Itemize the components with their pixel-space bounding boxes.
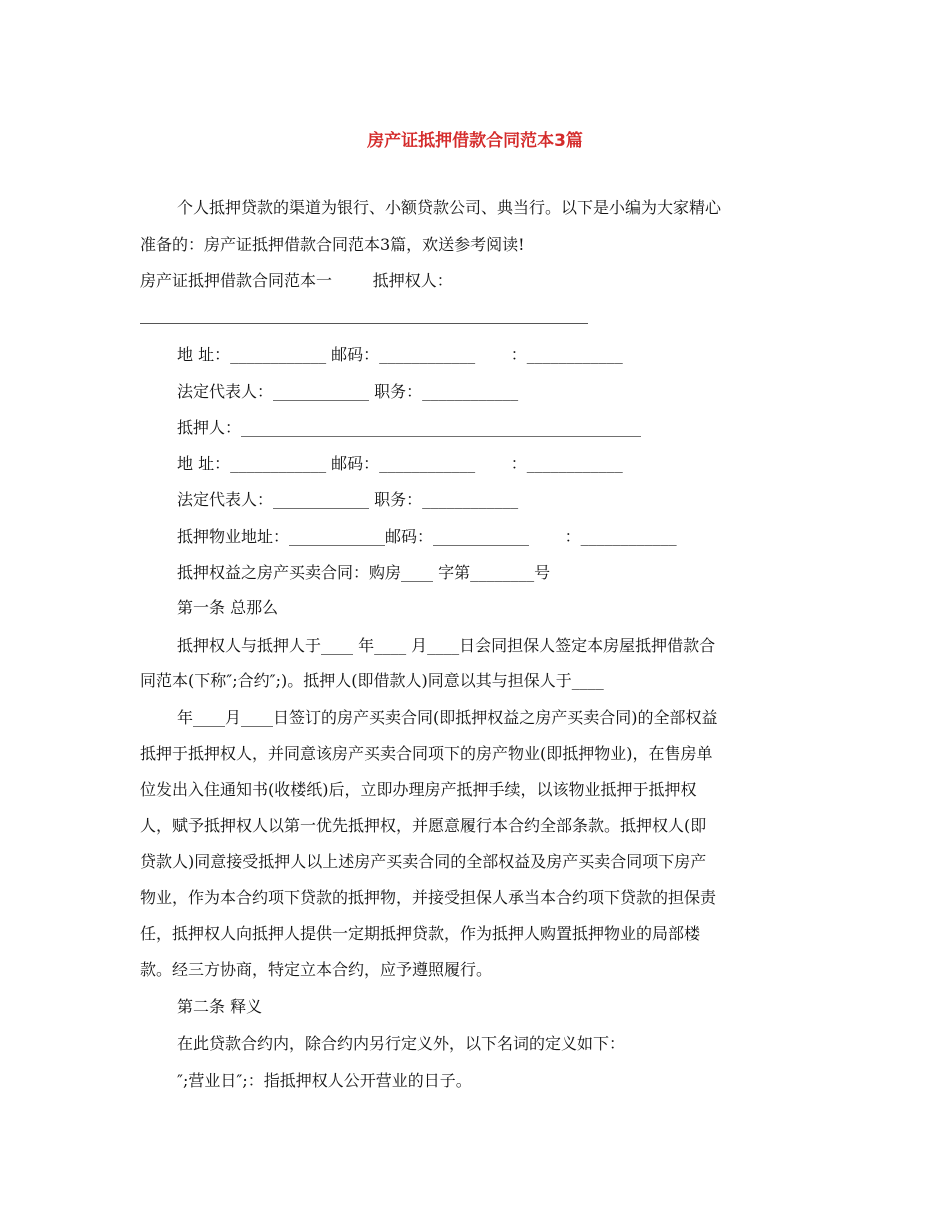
article-1-line: 抵押于抵押权人，并同意该房产买卖合同项下的房产物业(即抵押物业)，在售房单 [140, 744, 713, 763]
field-mortgagee-address: 地 址：____________ 邮码：____________ ：____________ [177, 345, 623, 364]
article-1-line: 款。经三方协商，特定立本合约，应予遵照履行。 [140, 960, 493, 979]
article-1-line: 物业，作为本合约项下贷款的抵押物，并接受担保人承当本合约项下贷款的担保责 [140, 888, 717, 907]
article-1-line: 同范本(下称″;合约″;)。抵押人(即借款人)同意以其与担保人于____ [140, 671, 604, 690]
contract-heading: 房产证抵押借款合同范本一 抵押权人： [140, 271, 453, 290]
field-mortgagee-rep: 法定代表人：____________ 职务：____________ [177, 382, 519, 401]
intro-line-1: 个人抵押贷款的渠道为银行、小额贷款公司、典当行。以下是小编为大家精心 [177, 198, 722, 217]
field-property-address: 抵押物业地址：____________邮码：____________ ：____________ [177, 527, 677, 546]
article-1-title: 第一条 总那么 [177, 598, 279, 617]
article-1-line: 任，抵押权人向抵押人提供一定期抵押贷款，作为抵押人购置抵押物业的局部楼 [140, 924, 701, 943]
document-title: 房产证抵押借款合同范本3篇 [367, 131, 583, 151]
article-1-line: 人，赋予抵押权人以第一优先抵押权，并愿意履行本合约全部条款。抵押权人(即 [140, 816, 707, 835]
field-mortgagor-rep: 法定代表人：____________ 职务：____________ [177, 490, 519, 509]
intro-line-2: 准备的：房产证抵押借款合同范本3篇，欢送参考阅读! [140, 235, 525, 254]
field-sale-contract: 抵押权益之房产买卖合同：购房____ 字第________号 [177, 563, 551, 582]
field-mortgagor-address: 地 址：____________ 邮码：____________ ：____________ [177, 454, 623, 473]
underline-rule [140, 323, 588, 324]
article-1-line: 年____月____日签订的房产买卖合同(即抵押权益之房产买卖合同)的全部权益 [177, 708, 718, 727]
article-1-line: 位发出入住通知书(收楼纸)后，立即办理房产抵押手续，以该物业抵押于抵押权 [140, 780, 697, 799]
field-mortgagor: 抵押人：__________________________________________________ [177, 418, 642, 437]
article-2-line-2: ″;营业日″;：指抵押权人公开营业的日子。 [177, 1071, 472, 1090]
article-2-title: 第二条 释义 [177, 997, 263, 1016]
article-1-line: 抵押权人与抵押人于____ 年____ 月____日会同担保人签定本房屋抵押借款合 [177, 636, 716, 655]
article-2-line-1: 在此贷款合约内，除合约内另行定义外，以下名词的定义如下： [177, 1034, 626, 1053]
article-1-line: 贷款人)同意接受抵押人以上述房产买卖合同的全部权益及房产买卖合同项下房产 [140, 852, 707, 871]
